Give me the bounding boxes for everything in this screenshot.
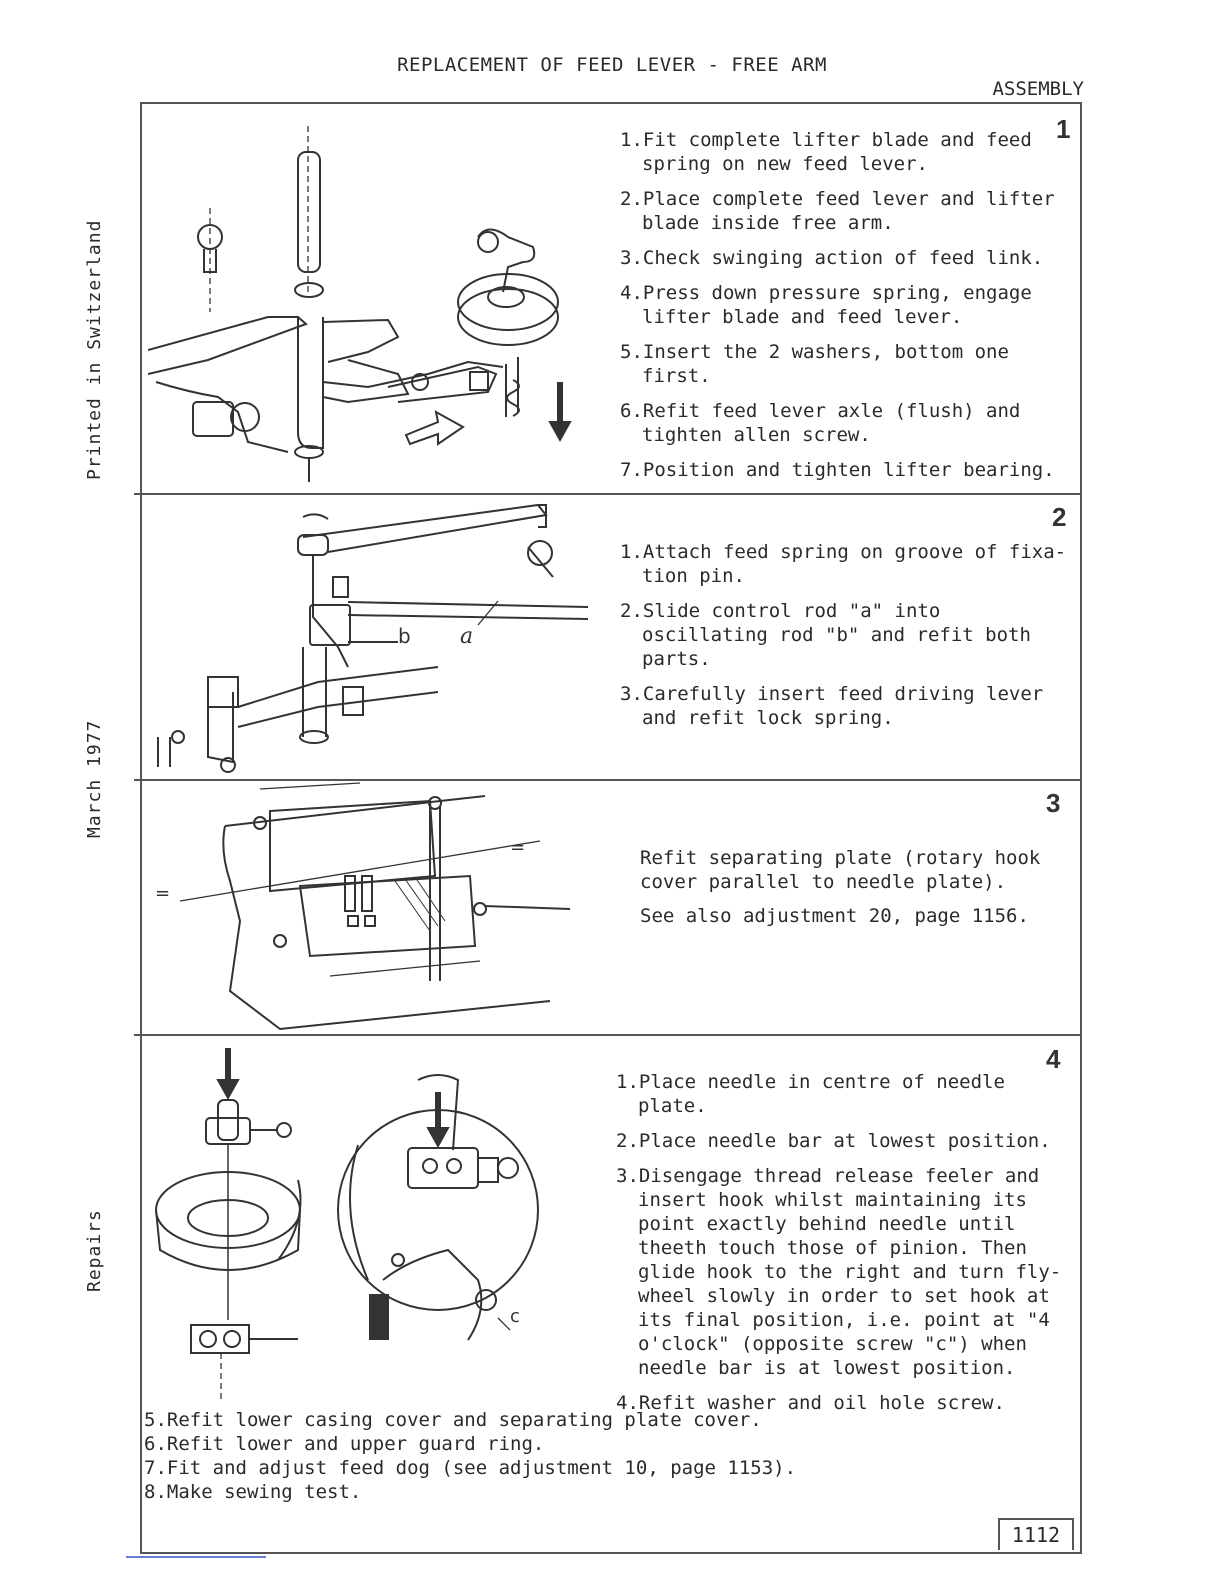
step-item: 3.Carefully insert feed driving lever and refit lock spring. [620, 683, 1044, 729]
sidebar-category: Repairs [84, 1209, 105, 1292]
instruction-paragraph: Refit separating plate (rotary hook cover parallel to needle plate). [640, 847, 1041, 893]
panel-4-illustration [148, 1040, 548, 1400]
section-label: ASSEMBLY [992, 78, 1084, 100]
page-number: 1112 [998, 1518, 1074, 1550]
label-b: b [398, 624, 411, 648]
instruction-paragraph: See also adjustment 20, page 1156. [640, 905, 1029, 927]
panel-2-illustration [148, 497, 588, 775]
step-item: 2.Place complete feed lever and lifter blade inside free arm. [620, 188, 1055, 234]
panel-2-number: 2 [1052, 502, 1067, 532]
step-item: 7.Position and tighten lifter bearing. [620, 459, 1055, 481]
step-item: 1.Attach feed spring on groove of fixa-tion pin. [620, 541, 1067, 587]
panel-3-instructions [640, 846, 1060, 938]
step-item: 8.Make sewing test. [144, 1481, 362, 1503]
step-item: 6.Refit lower and upper guard ring. [144, 1433, 545, 1455]
sidebar-date: March 1977 [84, 719, 105, 838]
step-item: 4.Press down pressure spring, engage lifter blade and feed lever. [620, 282, 1032, 328]
equal-mark: = [510, 837, 526, 858]
equal-mark: = [155, 883, 171, 904]
label-c: c [510, 1306, 520, 1327]
label-a: a [460, 624, 474, 649]
step-item: 2.Slide control rod "a" into oscillating rod "b" and refit both parts. [620, 600, 1031, 670]
step-item: 1.Place needle in centre of needle plate. [616, 1071, 1005, 1117]
panel-1-instructions [620, 128, 1072, 493]
panel-1-number: 1 [1056, 114, 1071, 144]
panel-4-instructions [616, 1070, 1074, 1426]
page-title: REPLACEMENT OF FEED LEVER - FREE ARM [397, 54, 827, 76]
panel-divider-1 [134, 493, 1080, 495]
sidebar-printed-in: Printed in Switzerland [84, 219, 105, 480]
panel-divider-3 [134, 1034, 1080, 1036]
step-item: 5.Insert the 2 washers, bottom one first. [620, 341, 1009, 387]
panel-4-bottom-instructions [144, 1408, 1044, 1504]
step-item: 3.Disengage thread release feeler and insert hook whilst maintaining its point exactly behind needle until theeth touch those of pinion. Then glide hook to the right and turn fly-wheel slowly in order to set hook at its final position, i.e. point at "4 o'clock" (opposite screw "c") when needle bar is at lowest position. [616, 1165, 1062, 1379]
footer-rule [126, 1556, 266, 1558]
panel-1-illustration [148, 112, 588, 487]
step-item: 1.Fit complete lifter blade and feed spring on new feed lever. [620, 129, 1032, 175]
step-item: 4.Refit washer and oil hole screw. [616, 1392, 1005, 1414]
panel-3-number: 3 [1046, 788, 1061, 818]
step-item: 3.Check swinging action of feed link. [620, 247, 1044, 269]
step-item: 2.Place needle bar at lowest position. [616, 1130, 1051, 1152]
panel-2-instructions [620, 540, 1072, 741]
panel-3-illustration [140, 781, 590, 1031]
step-item: 7.Fit and adjust feed dog (see adjustment 10, page 1153). [144, 1457, 797, 1479]
panel-4-number: 4 [1046, 1044, 1061, 1074]
step-item: 5.Refit lower casing cover and separating plate cover. [144, 1409, 762, 1431]
step-item: 6.Refit feed lever axle (flush) and tighten allen screw. [620, 400, 1021, 446]
